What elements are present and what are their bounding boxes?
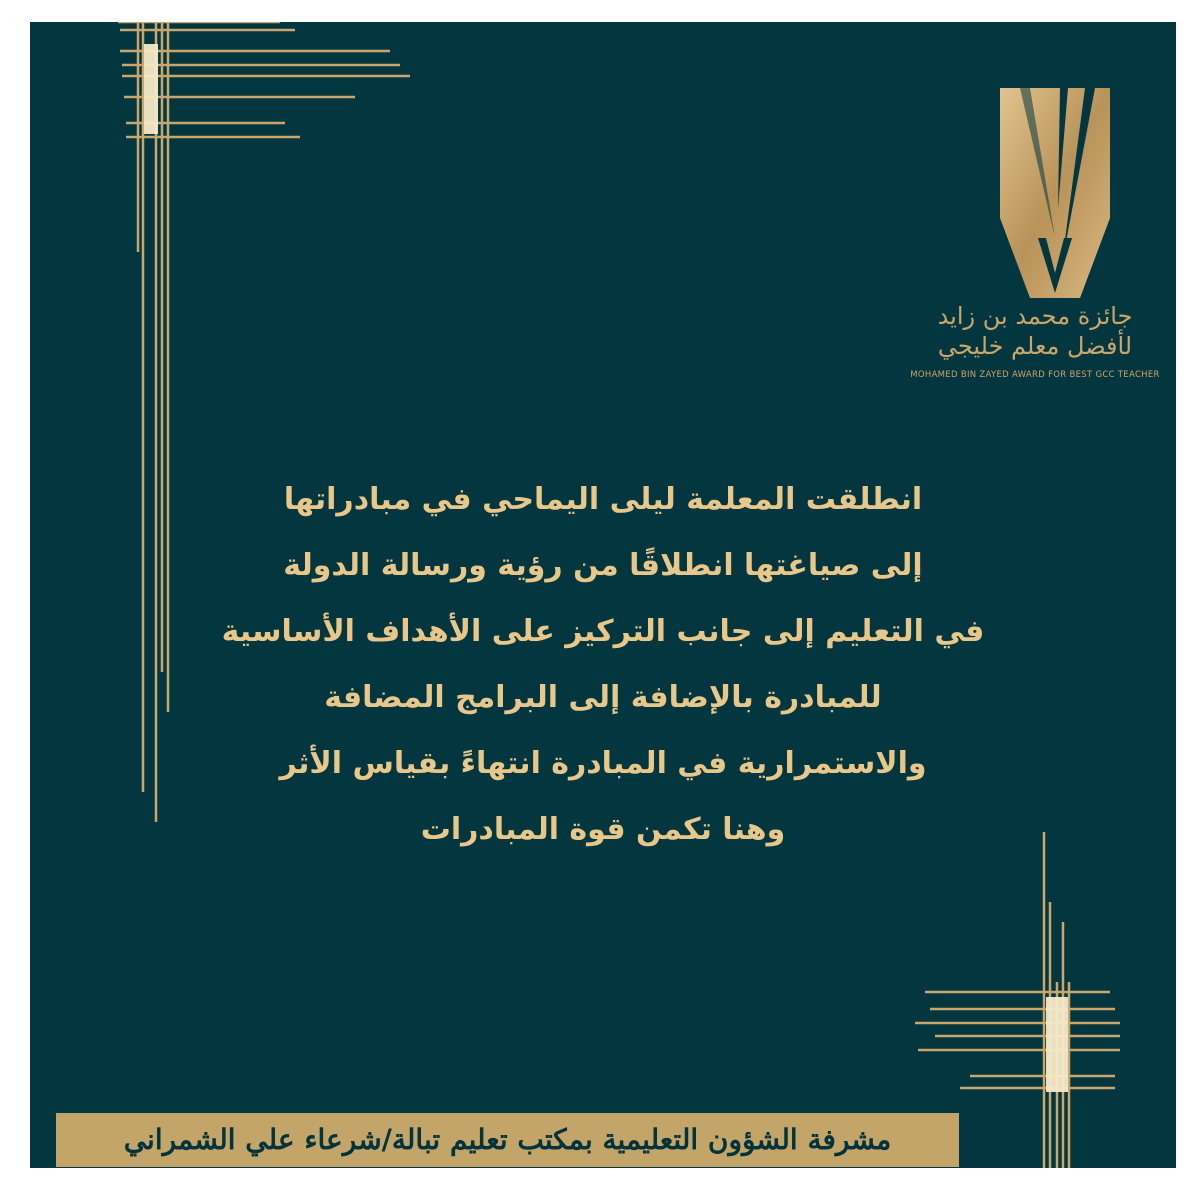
footer-credit-banner bbox=[56, 1113, 959, 1167]
post-card bbox=[30, 22, 1176, 1168]
logo-arabic-line1: جائزة محمد بن زايد bbox=[937, 302, 1133, 330]
announcement-line: وهنا تكمن قوة المبادرات bbox=[420, 812, 786, 847]
announcement-line: انطلقت المعلمة ليلى اليماحي في مبادراتها bbox=[283, 482, 923, 517]
logo-arabic-line2: لأفضل معلم خليجي bbox=[937, 332, 1133, 360]
award-v-emblem-icon bbox=[1000, 88, 1110, 298]
announcement-line: في التعليم إلى جانب التركيز على الأهداف الأساسية bbox=[221, 614, 985, 649]
announcement-text bbox=[160, 467, 1046, 863]
award-logo bbox=[900, 80, 1170, 380]
announcement-line: والاستمرارية في المبادرة انتهاءً بقياس الأثر bbox=[279, 746, 927, 781]
footer-credit-text: مشرفة الشؤون التعليمية بمكتب تعليم تبالة/شرعاء علي الشمراني bbox=[123, 1123, 892, 1156]
logo-english-name: MOHAMED BIN ZAYED AWARD FOR BEST GCC TEACHER bbox=[910, 370, 1160, 380]
announcement-line: إلى صياغتها انطلاقًا من رؤية ورسالة الدولة bbox=[283, 548, 923, 583]
announcement-line: للمبادرة بالإضافة إلى البرامج المضافة bbox=[324, 680, 882, 715]
